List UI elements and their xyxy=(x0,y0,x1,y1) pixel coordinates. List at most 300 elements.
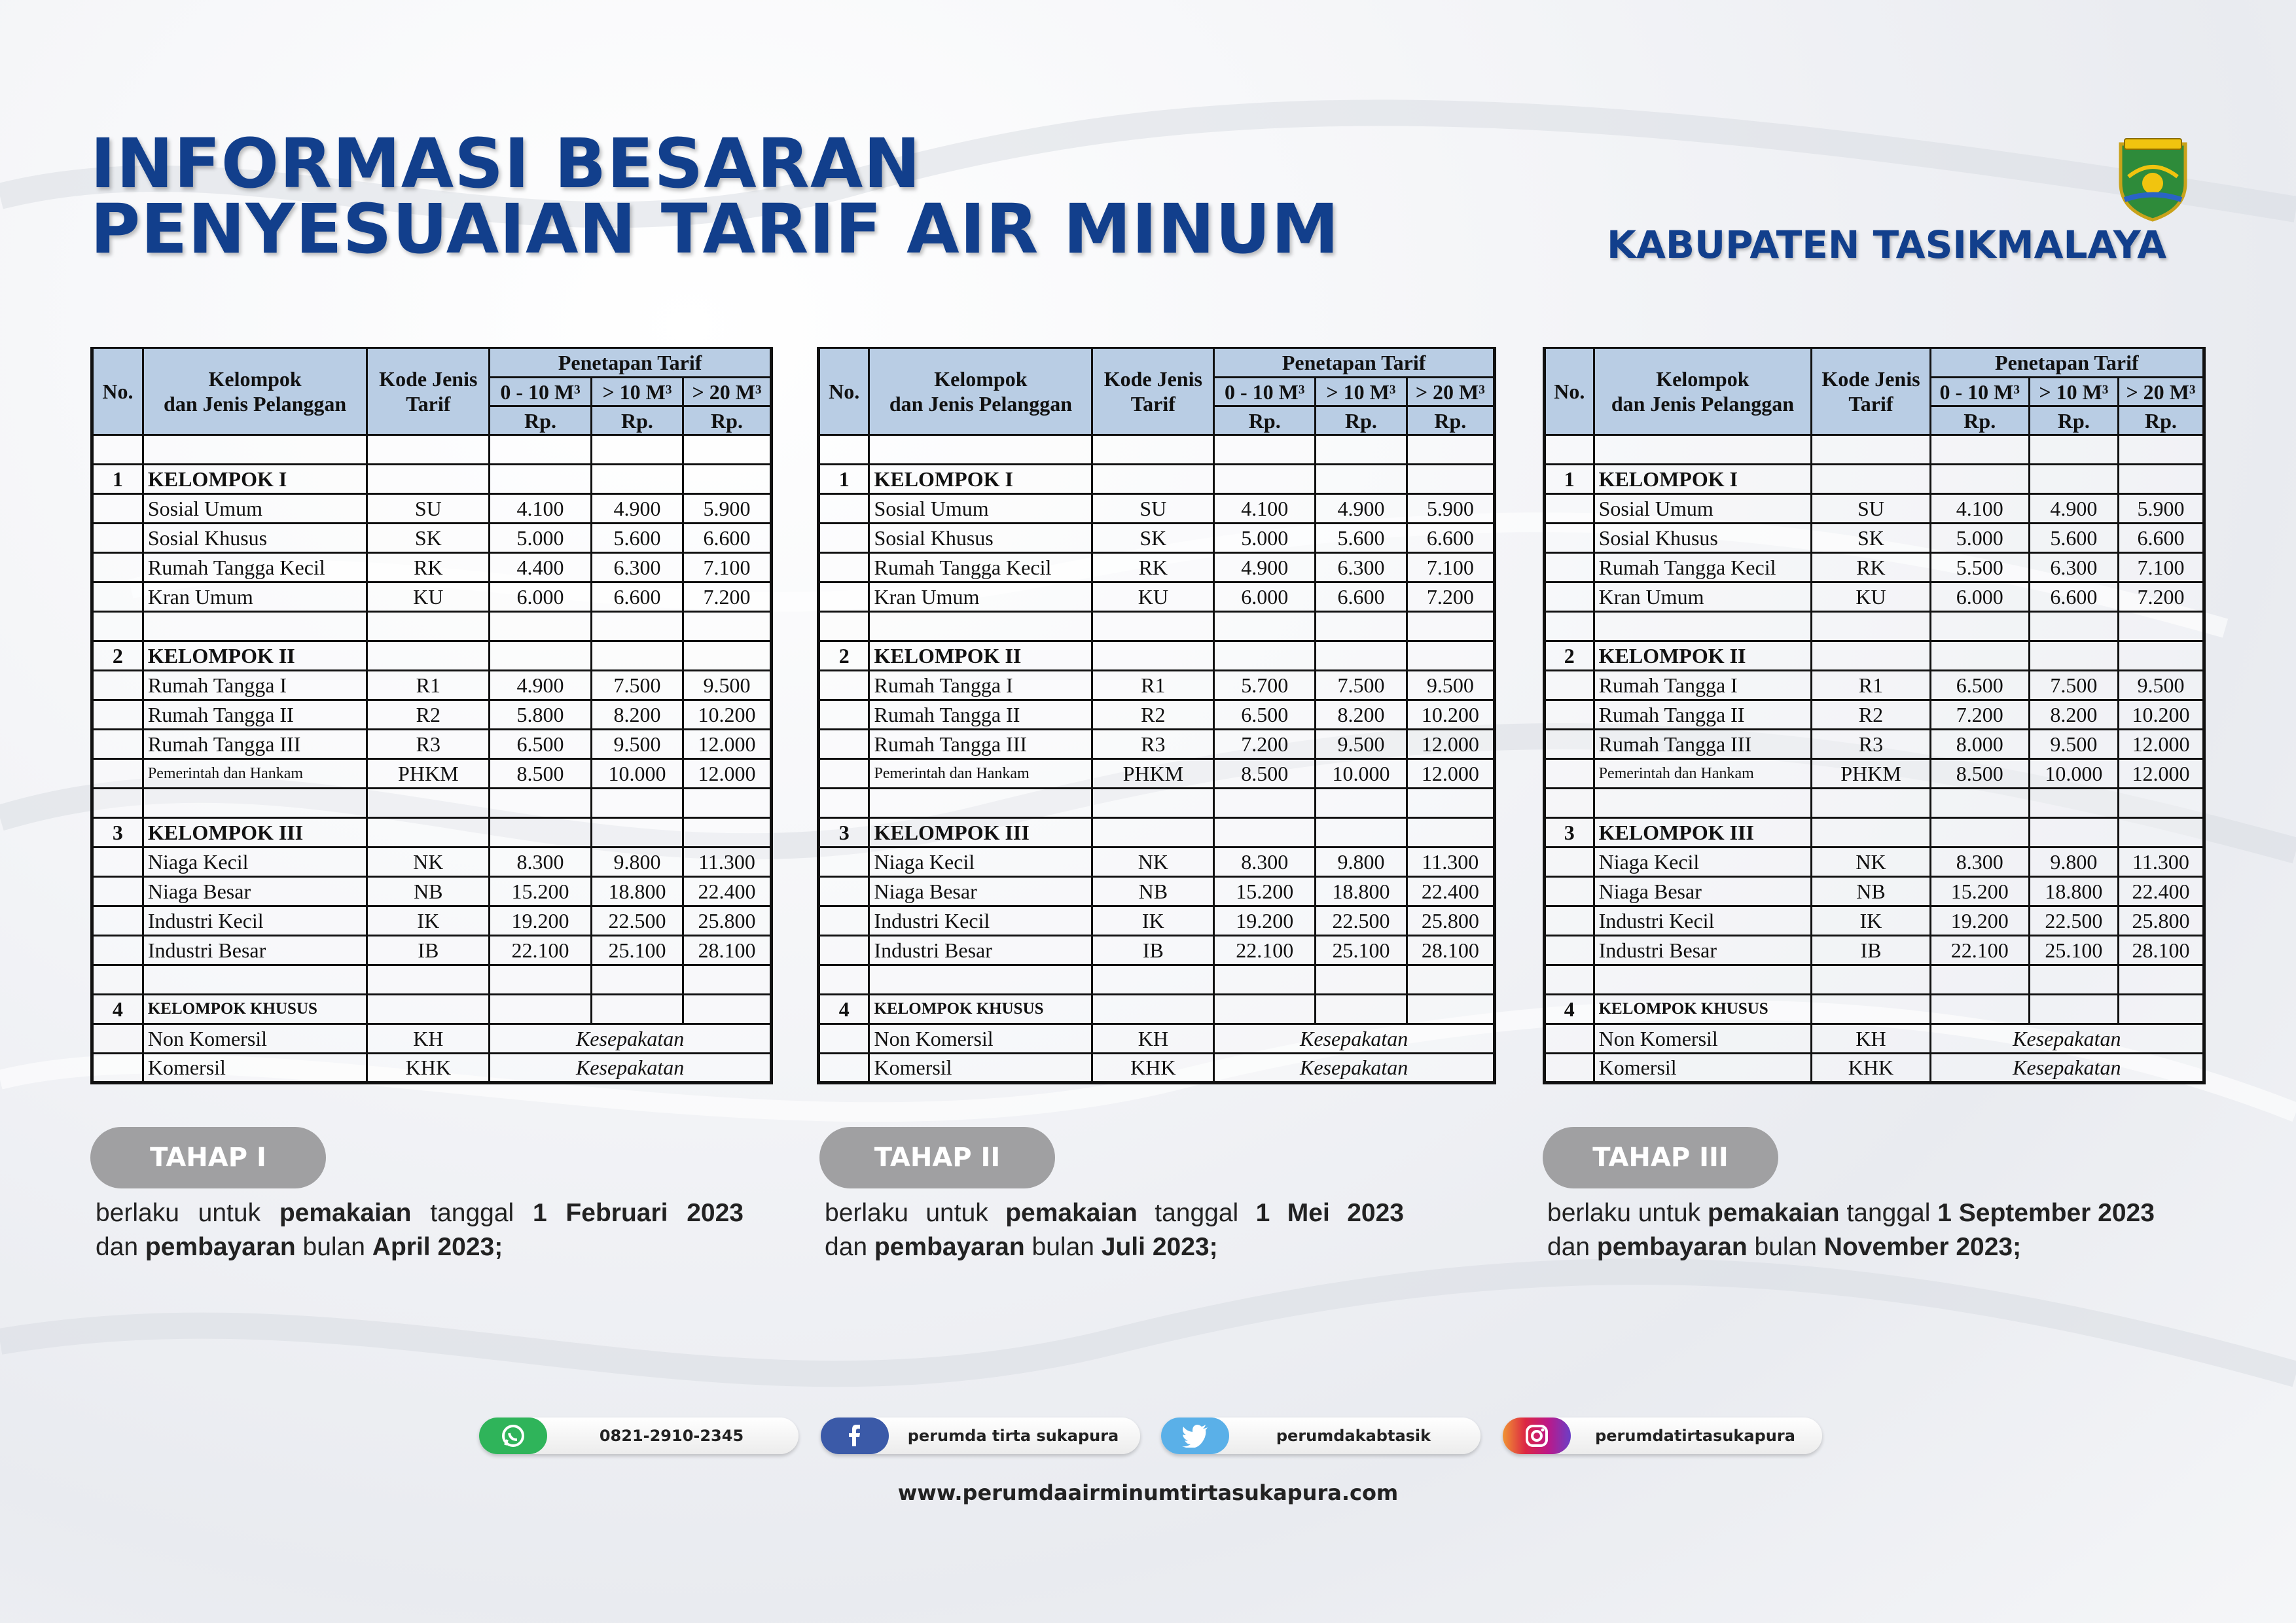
empty-cell xyxy=(92,1054,143,1083)
empty-cell xyxy=(1407,612,1494,641)
customer-type: Niaga Kecil xyxy=(143,847,367,877)
tariff-0-10: 19.200 xyxy=(1930,906,2029,936)
tariff-code: SK xyxy=(1092,524,1214,553)
website-url[interactable]: www.perumdaairminumtirtasukapura.com xyxy=(897,1480,1399,1505)
tariff-code: NB xyxy=(367,877,490,906)
empty-cell xyxy=(92,789,143,818)
spacer-row xyxy=(92,965,772,995)
tariff-over-10: 6.600 xyxy=(2029,582,2118,612)
empty-cell xyxy=(1545,759,1594,789)
empty-cell xyxy=(92,553,143,582)
header-tariff: Penetapan Tarif xyxy=(1214,348,1495,378)
customer-type: Rumah Tangga I xyxy=(143,671,367,700)
customer-type: Komersil xyxy=(143,1054,367,1083)
tariff-over-10: 25.100 xyxy=(1316,936,1407,965)
empty-cell xyxy=(1545,671,1594,700)
tariff-code: PHKM xyxy=(367,759,490,789)
empty-cell xyxy=(1545,494,1594,524)
table-row xyxy=(1545,730,2204,759)
empty-cell xyxy=(1545,789,1594,818)
header-code xyxy=(1092,348,1214,435)
table-row xyxy=(819,494,1495,524)
empty-cell xyxy=(1316,435,1407,465)
empty-cell xyxy=(1214,641,1316,671)
empty-cell xyxy=(591,789,683,818)
header-currency: Rp. xyxy=(1930,406,2029,435)
empty-cell xyxy=(1930,965,2029,995)
tariff-over-20: 9.500 xyxy=(2118,671,2204,700)
header-code-line2: Tarif xyxy=(1130,392,1175,416)
table-row xyxy=(819,877,1495,906)
tariff-code: KU xyxy=(1092,582,1214,612)
tariff-code: SU xyxy=(1092,494,1214,524)
empty-cell xyxy=(2029,465,2118,494)
tariff-agreement: Kesepakatan xyxy=(1214,1024,1495,1054)
table-row xyxy=(92,877,772,906)
tariff-over-10: 9.800 xyxy=(1316,847,1407,877)
tariff-code: R1 xyxy=(367,671,490,700)
table-row xyxy=(1545,1054,2204,1083)
empty-cell xyxy=(1545,612,1594,641)
tariff-over-20: 22.400 xyxy=(1407,877,1494,906)
instagram-handle: perumdatirtasukapura xyxy=(1595,1427,1795,1445)
tariff-code: R1 xyxy=(1092,671,1214,700)
empty-cell xyxy=(2118,465,2204,494)
empty-cell xyxy=(819,553,869,582)
tariff-over-20: 10.200 xyxy=(683,700,772,730)
empty-cell xyxy=(1214,995,1316,1024)
whatsapp-contact[interactable] xyxy=(479,1418,798,1454)
instagram-link[interactable] xyxy=(1503,1418,1822,1454)
table-row xyxy=(92,1054,772,1083)
tariff-over-20: 28.100 xyxy=(683,936,772,965)
instagram-icon xyxy=(1503,1418,1571,1454)
group-row xyxy=(92,995,772,1024)
customer-type: Non Komersil xyxy=(1594,1024,1812,1054)
group-row xyxy=(819,818,1495,847)
tariff-0-10: 15.200 xyxy=(1930,877,2029,906)
empty-cell xyxy=(92,965,143,995)
header-currency: Rp. xyxy=(591,406,683,435)
header-currency: Rp. xyxy=(490,406,592,435)
tariff-over-20: 7.200 xyxy=(2118,582,2204,612)
empty-cell xyxy=(92,435,143,465)
tariff-over-10: 5.600 xyxy=(2029,524,2118,553)
empty-cell xyxy=(1812,465,1930,494)
header-code xyxy=(1812,348,1930,435)
empty-cell xyxy=(1407,789,1494,818)
tariff-agreement: Kesepakatan xyxy=(1930,1024,2204,1054)
empty-cell xyxy=(92,906,143,936)
header-band1: 0 - 10 M³ xyxy=(1930,378,2029,406)
group-number: 1 xyxy=(1545,465,1594,494)
empty-cell xyxy=(1545,730,1594,759)
customer-type: Industri Kecil xyxy=(1594,906,1812,936)
tariff-over-10: 5.600 xyxy=(1316,524,1407,553)
group-name: KELOMPOK KHUSUS xyxy=(869,995,1092,1024)
tariff-over-20: 22.400 xyxy=(683,877,772,906)
empty-cell xyxy=(1316,465,1407,494)
header-band3: > 20 M³ xyxy=(2118,378,2204,406)
empty-cell xyxy=(1092,435,1214,465)
table-row xyxy=(819,847,1495,877)
tariff-0-10: 4.100 xyxy=(1930,494,2029,524)
tariff-code: RK xyxy=(367,553,490,582)
tariff-over-20: 11.300 xyxy=(1407,847,1494,877)
tariff-0-10: 5.700 xyxy=(1214,671,1316,700)
group-number: 2 xyxy=(1545,641,1594,671)
table-row xyxy=(1545,759,2204,789)
header-code-line1: Kode Jenis xyxy=(379,367,478,391)
tariff-code: SU xyxy=(367,494,490,524)
empty-cell xyxy=(490,435,592,465)
empty-cell xyxy=(819,877,869,906)
table-row xyxy=(92,553,772,582)
tariff-code: R1 xyxy=(1812,671,1930,700)
tariff-0-10: 8.500 xyxy=(490,759,592,789)
tariff-0-10: 15.200 xyxy=(1214,877,1316,906)
facebook-link[interactable] xyxy=(821,1418,1140,1454)
tariff-0-10: 5.000 xyxy=(1930,524,2029,553)
empty-cell xyxy=(1316,641,1407,671)
empty-cell xyxy=(1545,936,1594,965)
empty-cell xyxy=(591,641,683,671)
empty-cell xyxy=(92,847,143,877)
empty-cell xyxy=(1092,465,1214,494)
customer-type: Industri Kecil xyxy=(143,906,367,936)
empty-cell xyxy=(1316,965,1407,995)
tariff-0-10: 8.000 xyxy=(1930,730,2029,759)
customer-type: Pemerintah dan Hankam xyxy=(143,759,367,789)
empty-cell xyxy=(490,465,592,494)
empty-cell xyxy=(92,612,143,641)
tariff-code: RK xyxy=(1812,553,1930,582)
empty-cell xyxy=(1092,965,1214,995)
empty-cell xyxy=(819,700,869,730)
tariff-0-10: 7.200 xyxy=(1930,700,2029,730)
table-row xyxy=(92,700,772,730)
stage-1-description: berlaku untuk pemakaian tanggal 1 Februari 2023 dan pembayaran bulan April 2023; xyxy=(96,1199,744,1261)
table-row xyxy=(1545,877,2204,906)
tariff-0-10: 22.100 xyxy=(1930,936,2029,965)
customer-type: Komersil xyxy=(1594,1054,1812,1083)
tariff-agreement: Kesepakatan xyxy=(490,1054,772,1083)
empty-cell xyxy=(1812,612,1930,641)
group-name: KELOMPOK I xyxy=(143,465,367,494)
empty-cell xyxy=(591,435,683,465)
header-no: No. xyxy=(92,348,143,435)
group-name: KELOMPOK II xyxy=(143,641,367,671)
customer-type: Niaga Kecil xyxy=(1594,847,1812,877)
tariff-0-10: 5.000 xyxy=(490,524,592,553)
empty-cell xyxy=(1407,435,1494,465)
tariff-code: NB xyxy=(1812,877,1930,906)
empty-cell xyxy=(2029,789,2118,818)
tariff-over-20: 10.200 xyxy=(2118,700,2204,730)
empty-cell xyxy=(1214,435,1316,465)
tariff-over-10: 25.100 xyxy=(591,936,683,965)
empty-cell xyxy=(2029,965,2118,995)
spacer-row xyxy=(1545,789,2204,818)
empty-cell xyxy=(683,641,772,671)
header-currency: Rp. xyxy=(2029,406,2118,435)
customer-type: Rumah Tangga II xyxy=(143,700,367,730)
empty-cell xyxy=(143,965,367,995)
empty-cell xyxy=(1812,995,1930,1024)
tariff-over-10: 25.100 xyxy=(2029,936,2118,965)
empty-cell xyxy=(2118,641,2204,671)
group-number: 1 xyxy=(92,465,143,494)
table-row xyxy=(92,759,772,789)
tariff-over-10: 9.500 xyxy=(591,730,683,759)
tariff-over-20: 6.600 xyxy=(1407,524,1494,553)
tariff-0-10: 7.200 xyxy=(1214,730,1316,759)
tariff-over-20: 10.200 xyxy=(1407,700,1494,730)
empty-cell xyxy=(819,1054,869,1083)
table-row xyxy=(92,582,772,612)
tariff-over-10: 8.200 xyxy=(1316,700,1407,730)
group-name: KELOMPOK III xyxy=(869,818,1092,847)
header-row xyxy=(1545,348,2204,378)
empty-cell xyxy=(819,671,869,700)
tariff-over-20: 7.200 xyxy=(683,582,772,612)
empty-cell xyxy=(143,435,367,465)
tariff-over-20: 7.100 xyxy=(683,553,772,582)
customer-type: Kran Umum xyxy=(869,582,1092,612)
empty-cell xyxy=(92,730,143,759)
header-currency: Rp. xyxy=(2118,406,2204,435)
group-name: KELOMPOK II xyxy=(869,641,1092,671)
header-band3: > 20 M³ xyxy=(1407,378,1494,406)
group-row xyxy=(1545,995,2204,1024)
tariff-0-10: 6.500 xyxy=(490,730,592,759)
tariff-agreement: Kesepakatan xyxy=(1214,1054,1495,1083)
tariff-code: KH xyxy=(1812,1024,1930,1054)
stage-2-description: berlaku untuk pemakaian tanggal 1 Mei 2023 dan pembayaran bulan Juli 2023; xyxy=(825,1199,1404,1261)
empty-cell xyxy=(591,818,683,847)
spacer-row xyxy=(819,435,1495,465)
tariff-code: NK xyxy=(1812,847,1930,877)
tariff-code: NK xyxy=(367,847,490,877)
twitter-link[interactable] xyxy=(1161,1418,1480,1454)
empty-cell xyxy=(683,995,772,1024)
empty-cell xyxy=(1812,965,1930,995)
tariff-0-10: 5.500 xyxy=(1930,553,2029,582)
empty-cell xyxy=(683,465,772,494)
table-row xyxy=(92,494,772,524)
page-title xyxy=(90,124,1340,269)
tariff-over-10: 5.600 xyxy=(591,524,683,553)
tariff-over-10: 18.800 xyxy=(1316,877,1407,906)
header-band3: > 20 M³ xyxy=(683,378,772,406)
tariff-0-10: 4.400 xyxy=(490,553,592,582)
empty-cell xyxy=(1545,965,1594,995)
table-row xyxy=(819,936,1495,965)
table-row xyxy=(819,759,1495,789)
tariff-over-20: 25.800 xyxy=(683,906,772,936)
empty-cell xyxy=(1407,641,1494,671)
empty-cell xyxy=(1594,965,1812,995)
tariff-code: R2 xyxy=(1092,700,1214,730)
tariff-0-10: 8.500 xyxy=(1214,759,1316,789)
empty-cell xyxy=(2118,789,2204,818)
empty-cell xyxy=(92,494,143,524)
title-line-2: PENYESUAIAN TARIF AIR MINUM xyxy=(90,189,1340,269)
empty-cell xyxy=(819,612,869,641)
group-number: 4 xyxy=(92,995,143,1024)
customer-type: Kran Umum xyxy=(143,582,367,612)
customer-type: Sosial Umum xyxy=(869,494,1092,524)
customer-type: Industri Besar xyxy=(1594,936,1812,965)
tariff-over-20: 22.400 xyxy=(2118,877,2204,906)
facebook-handle: perumda tirta sukapura xyxy=(907,1427,1119,1445)
empty-cell xyxy=(1214,818,1316,847)
tariff-0-10: 6.500 xyxy=(1930,671,2029,700)
empty-cell xyxy=(869,612,1092,641)
empty-cell xyxy=(92,1024,143,1054)
tariff-0-10: 15.200 xyxy=(490,877,592,906)
tariff-0-10: 4.100 xyxy=(490,494,592,524)
tariff-code: IB xyxy=(1812,936,1930,965)
header-code-line1: Kode Jenis xyxy=(1103,367,1202,391)
empty-cell xyxy=(490,818,592,847)
empty-cell xyxy=(1545,700,1594,730)
stage-3-label: TAHAP III xyxy=(1543,1127,1778,1188)
tariff-code: IK xyxy=(367,906,490,936)
tariff-0-10: 8.300 xyxy=(1214,847,1316,877)
tariff-over-10: 22.500 xyxy=(2029,906,2118,936)
empty-cell xyxy=(490,612,592,641)
tariff-over-10: 6.300 xyxy=(591,553,683,582)
empty-cell xyxy=(1092,641,1214,671)
tariff-code: PHKM xyxy=(1092,759,1214,789)
tariff-over-20: 28.100 xyxy=(2118,936,2204,965)
empty-cell xyxy=(1316,789,1407,818)
header-group-line2: dan Jenis Pelanggan xyxy=(1611,392,1794,416)
tariff-over-20: 12.000 xyxy=(1407,730,1494,759)
customer-type: Rumah Tangga Kecil xyxy=(1594,553,1812,582)
tariff-code: KHK xyxy=(1092,1054,1214,1083)
spacer-row xyxy=(1545,965,2204,995)
empty-cell xyxy=(819,435,869,465)
tariff-code: R3 xyxy=(1812,730,1930,759)
tariff-over-10: 6.300 xyxy=(2029,553,2118,582)
table-row xyxy=(1545,1024,2204,1054)
table-row xyxy=(819,524,1495,553)
empty-cell xyxy=(367,818,490,847)
empty-cell xyxy=(490,995,592,1024)
group-name: KELOMPOK II xyxy=(1594,641,1812,671)
spacer-row xyxy=(92,789,772,818)
whatsapp-icon xyxy=(479,1418,547,1454)
empty-cell xyxy=(367,789,490,818)
tariff-over-20: 5.900 xyxy=(683,494,772,524)
spacer-row xyxy=(92,612,772,641)
tariff-code: NK xyxy=(1092,847,1214,877)
empty-cell xyxy=(1407,965,1494,995)
group-number: 4 xyxy=(819,995,869,1024)
empty-cell xyxy=(591,465,683,494)
tariff-0-10: 22.100 xyxy=(490,936,592,965)
empty-cell xyxy=(683,435,772,465)
header-group xyxy=(1594,348,1812,435)
customer-type: Sosial Khusus xyxy=(869,524,1092,553)
empty-cell xyxy=(1316,612,1407,641)
table-row xyxy=(819,1024,1495,1054)
tariff-0-10: 5.000 xyxy=(1214,524,1316,553)
header-band1: 0 - 10 M³ xyxy=(1214,378,1316,406)
table-row xyxy=(1545,847,2204,877)
tariff-over-10: 4.900 xyxy=(1316,494,1407,524)
customer-type: Sosial Khusus xyxy=(143,524,367,553)
empty-cell xyxy=(143,789,367,818)
table-row xyxy=(819,700,1495,730)
tariff-0-10: 22.100 xyxy=(1214,936,1316,965)
table-row xyxy=(1545,906,2204,936)
customer-type: Niaga Besar xyxy=(1594,877,1812,906)
table-row xyxy=(819,906,1495,936)
header-code-line2: Tarif xyxy=(1848,392,1893,416)
tariff-over-20: 25.800 xyxy=(2118,906,2204,936)
tariff-0-10: 4.900 xyxy=(490,671,592,700)
whatsapp-number: 0821-2910-2345 xyxy=(599,1427,744,1445)
empty-cell xyxy=(367,465,490,494)
table-row xyxy=(819,553,1495,582)
tariff-over-10: 10.000 xyxy=(2029,759,2118,789)
group-name: KELOMPOK III xyxy=(143,818,367,847)
empty-cell xyxy=(92,877,143,906)
tariff-over-10: 8.200 xyxy=(2029,700,2118,730)
table-row xyxy=(1545,936,2204,965)
empty-cell xyxy=(1545,582,1594,612)
empty-cell xyxy=(819,524,869,553)
tariff-over-20: 12.000 xyxy=(683,730,772,759)
tariff-table-stage-2 xyxy=(817,347,1496,1084)
customer-type: Non Komersil xyxy=(869,1024,1092,1054)
customer-type: Non Komersil xyxy=(143,1024,367,1054)
tariff-over-20: 11.300 xyxy=(683,847,772,877)
empty-cell xyxy=(819,730,869,759)
table-row xyxy=(92,847,772,877)
tariff-code: IK xyxy=(1092,906,1214,936)
empty-cell xyxy=(819,582,869,612)
table-row xyxy=(819,671,1495,700)
table-row xyxy=(92,906,772,936)
tariff-0-10: 4.100 xyxy=(1214,494,1316,524)
tariff-over-20: 5.900 xyxy=(1407,494,1494,524)
tariff-over-20: 12.000 xyxy=(683,759,772,789)
empty-cell xyxy=(2029,818,2118,847)
customer-type: Niaga Besar xyxy=(869,877,1092,906)
customer-type: Rumah Tangga Kecil xyxy=(869,553,1092,582)
table-row xyxy=(1545,524,2204,553)
customer-type: Sosial Umum xyxy=(143,494,367,524)
header-currency: Rp. xyxy=(1407,406,1494,435)
tariff-0-10: 6.500 xyxy=(1214,700,1316,730)
tariff-over-20: 12.000 xyxy=(2118,759,2204,789)
empty-cell xyxy=(1407,995,1494,1024)
tariff-over-20: 7.100 xyxy=(1407,553,1494,582)
tariff-0-10: 19.200 xyxy=(490,906,592,936)
tariff-over-10: 7.500 xyxy=(591,671,683,700)
empty-cell xyxy=(1092,995,1214,1024)
empty-cell xyxy=(92,759,143,789)
tariff-over-20: 9.500 xyxy=(1407,671,1494,700)
customer-type: Rumah Tangga I xyxy=(1594,671,1812,700)
spacer-row xyxy=(819,789,1495,818)
empty-cell xyxy=(869,435,1092,465)
table-row xyxy=(1545,671,2204,700)
